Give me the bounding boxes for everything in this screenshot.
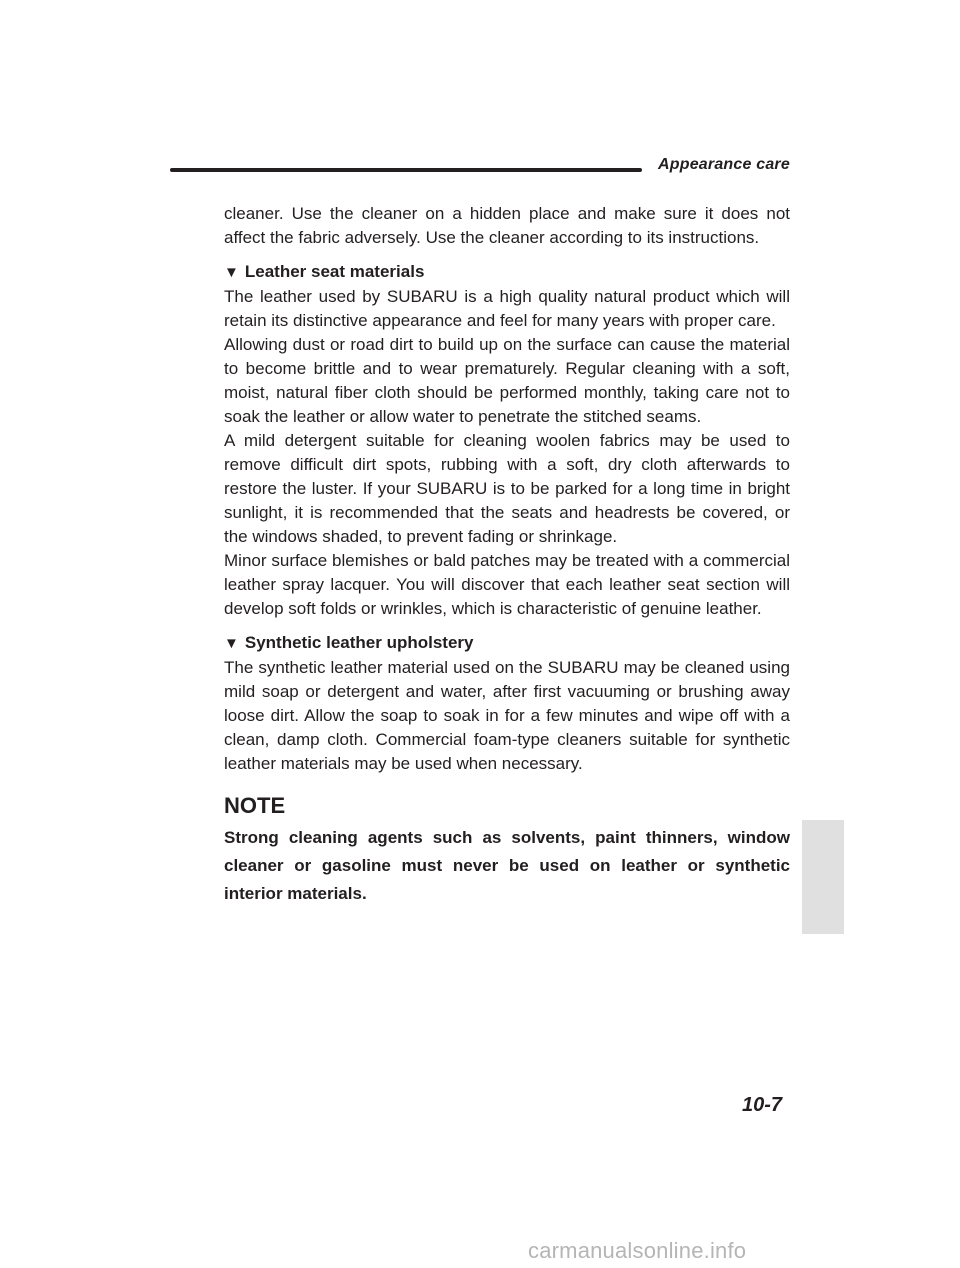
triangle-marker-icon: ▼ <box>224 264 239 281</box>
triangle-marker-icon: ▼ <box>224 635 239 652</box>
intro-paragraph: cleaner. Use the cleaner on a hidden place and make sure it does not affect the fabric adversely. Use the cleaner according to its instructions. <box>224 204 790 247</box>
leather-paragraph-4: Minor surface blemishes or bald patches may be treated with a commercial leather spray lacquer. You will discover that each leather seat section will develop soft folds or wrinkles, which is characteristic of genuine leather. <box>224 551 790 618</box>
watermark: carmanualsonline.info <box>528 1238 747 1263</box>
leather-paragraph-2: Allowing dust or road dirt to build up on the surface can cause the material to become brittle and to wear prematurely. Regular cleaning with a soft, moist, natural fiber cloth should be performed monthly, taking care not to soak the leather or allow water to penetrate the stitched seams. <box>224 335 790 426</box>
note-title: NOTE <box>224 793 286 818</box>
page-content <box>224 202 790 908</box>
leather-heading <box>224 260 790 285</box>
leather-paragraph-3: A mild detergent suitable for cleaning woolen fabrics may be used to remove difficult dirt spots, rubbing with a soft, dry cloth afterwards to restore the luster. If your SUBARU is to be parked for a long time in bright sunlight, it is recommended that the seats and headrests be covered, or the windows shaded, to prevent fading or shrinkage. <box>224 431 790 546</box>
leather-heading-text: Leather seat materials <box>244 262 425 281</box>
note-text: Strong cleaning agents such as solvents, paint thinners, window cleaner or gasoline must never be used on leather or synthetic interior materials. <box>224 828 790 903</box>
synthetic-paragraph-1: The synthetic leather material used on the SUBARU may be cleaned using mild soap or detergent and water, after first vacuuming or brushing away loose dirt. Allow the soap to soak in for a few minutes and wipe off with a clean, damp cloth. Commercial foam-type cleaners suitable for synthetic leather materials may be used when necessary. <box>224 658 790 773</box>
page-number: 10-7 <box>742 1094 783 1116</box>
synthetic-heading <box>224 631 790 656</box>
chapter-side-tab <box>802 820 844 934</box>
leather-paragraph-1: The leather used by SUBARU is a high quality natural product which will retain its distinctive appearance and feel for many years with proper care. <box>224 287 790 330</box>
section-title: Appearance care <box>658 156 790 173</box>
header-rule <box>170 168 642 172</box>
synthetic-heading-text: Synthetic leather upholstery <box>244 633 474 652</box>
